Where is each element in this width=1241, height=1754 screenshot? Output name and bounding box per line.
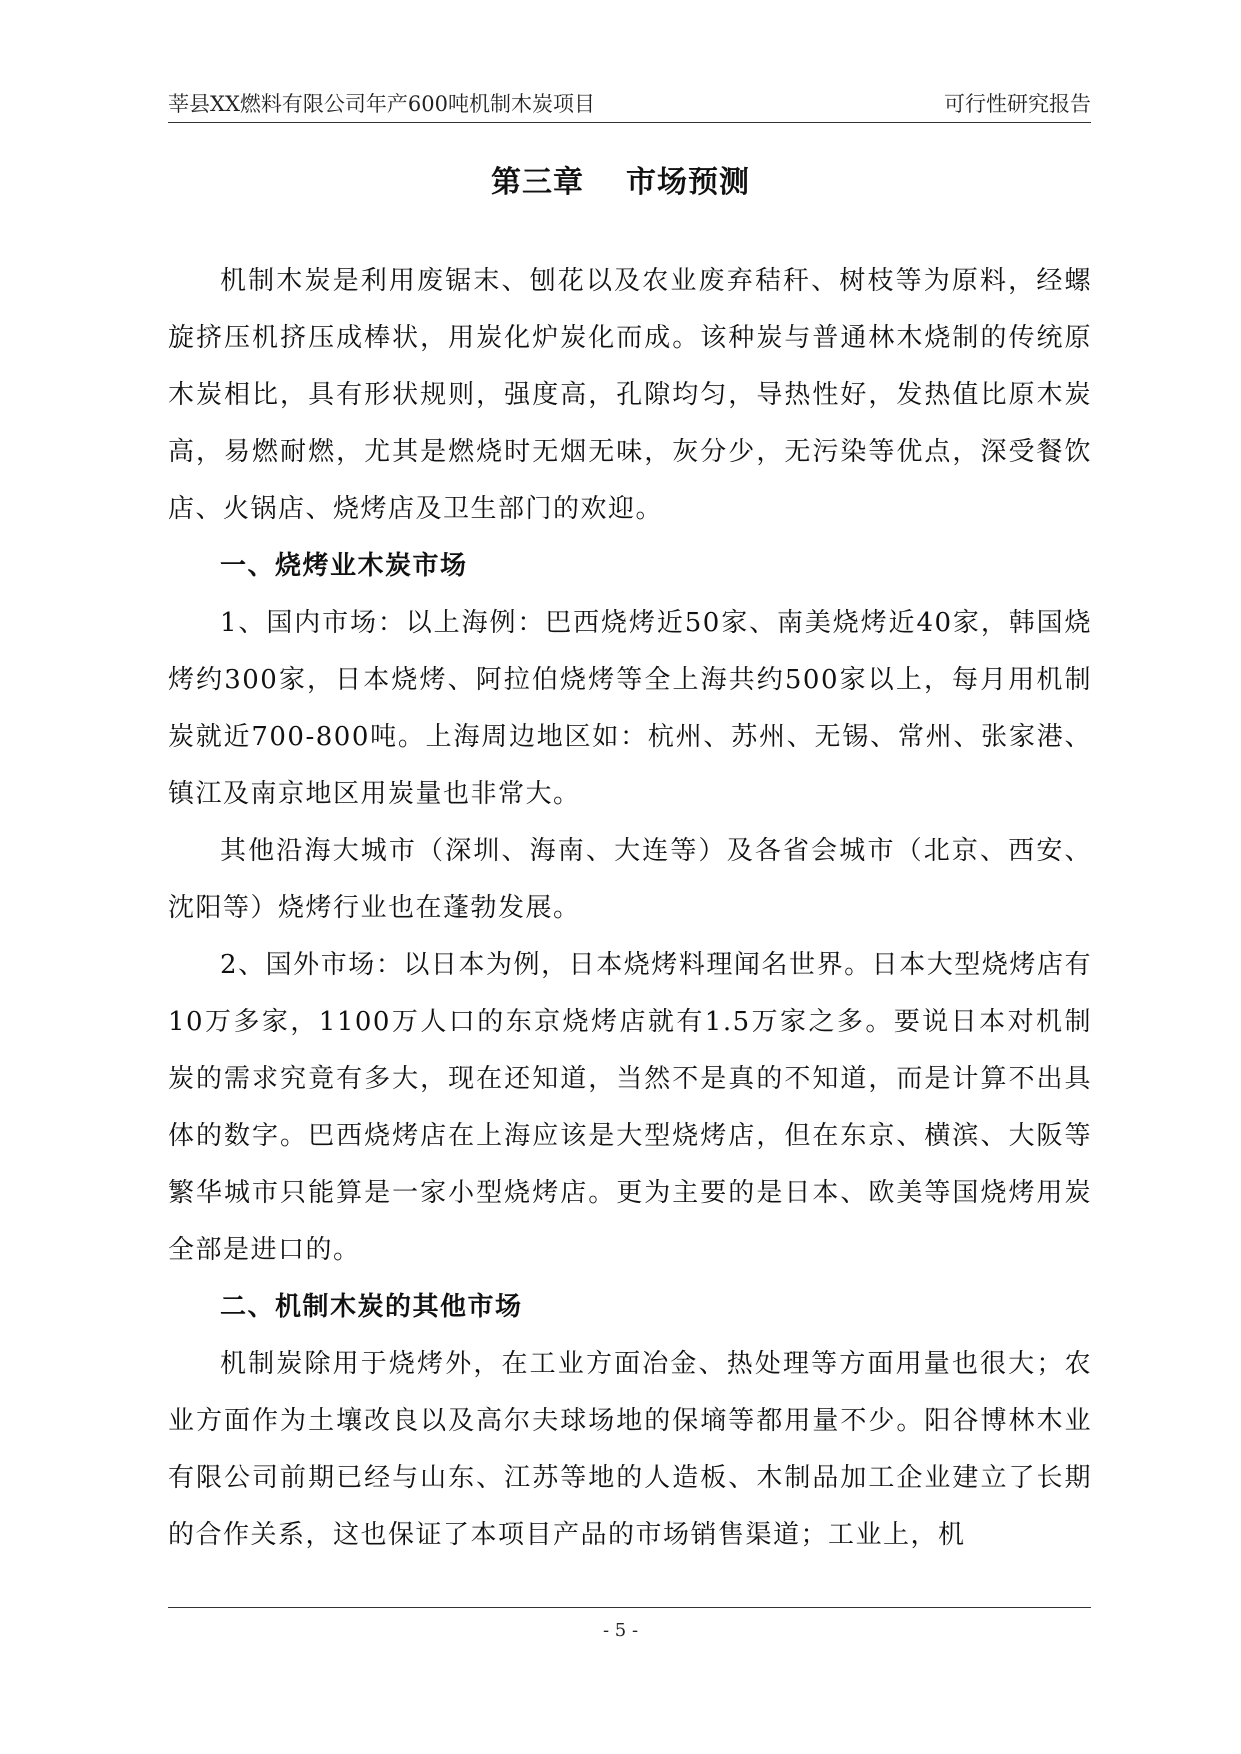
footer-rule [168, 1607, 1091, 1608]
chapter-name: 市场预测 [626, 165, 750, 200]
section-heading-bbq-market: 一、烧烤业木炭市场 [220, 551, 468, 581]
chapter-number: 第三章 [491, 165, 584, 200]
section-heading-other-markets: 二、机制木炭的其他市场 [220, 1292, 523, 1322]
chapter-title [0, 157, 1241, 201]
domestic-market-paragraph: 1、国内市场：以上海例：巴西烧烤近50家、南美烧烤近40家，韩国烧烤约300家，日本烧烤、阿拉伯烧烤等全上海共约500家以上，每月用机制炭就近700-800吨。上海周边地区如：杭州、苏州、无锡、常州、张家港、镇江及南京地区用炭量也非常大。 [168, 608, 1092, 809]
page-header [168, 86, 1091, 123]
document-body [168, 253, 1092, 1564]
header-project-title: 莘县XX燃料有限公司年产600吨机制木炭项目 [168, 92, 595, 116]
header-report-type: 可行性研究报告 [944, 92, 1091, 116]
page-number: - 5 - [602, 1620, 639, 1641]
other-cities-paragraph: 其他沿海大城市（深圳、海南、大连等）及各省会城市（北京、西安、沈阳等）烧烤行业也在蓬勃发展。 [168, 836, 1092, 923]
intro-paragraph: 机制木炭是利用废锯末、刨花以及农业废弃秸秆、树枝等为原料，经螺旋挤压机挤压成棒状，用炭化炉炭化而成。该种炭与普通林木烧制的传统原木炭相比，具有形状规则，强度高，孔隙均匀，导热性好，发热值比原木炭高，易燃耐燃，尤其是燃烧时无烟无味，灰分少，无污染等优点，深受餐饮店、火锅店、烧烤店及卫生部门的欢迎。 [168, 266, 1092, 524]
other-markets-paragraph: 机制炭除用于烧烤外，在工业方面冶金、热处理等方面用量也很大；农业方面作为土壤改良以及高尔夫球场地的保墒等都用量不少。阳谷博林木业有限公司前期已经与山东、江苏等地的人造板、木制品加工企业建立了长期的合作关系，这也保证了本项目产品的市场销售渠道；工业上，机 [168, 1349, 1092, 1550]
foreign-market-paragraph: 2、国外市场：以日本为例，日本烧烤料理闻名世界。日本大型烧烤店有10万多家，1100万人口的东京烧烤店就有1.5万家之多。要说日本对机制炭的需求究竟有多大，现在还知道，当然不是真的不知道，而是计算不出具体的数字。巴西烧烤店在上海应该是大型烧烤店，但在东京、横滨、大阪等繁华城市只能算是一家小型烧烤店。更为主要的是日本、欧美等国烧烤用炭全部是进口的。 [168, 950, 1092, 1265]
